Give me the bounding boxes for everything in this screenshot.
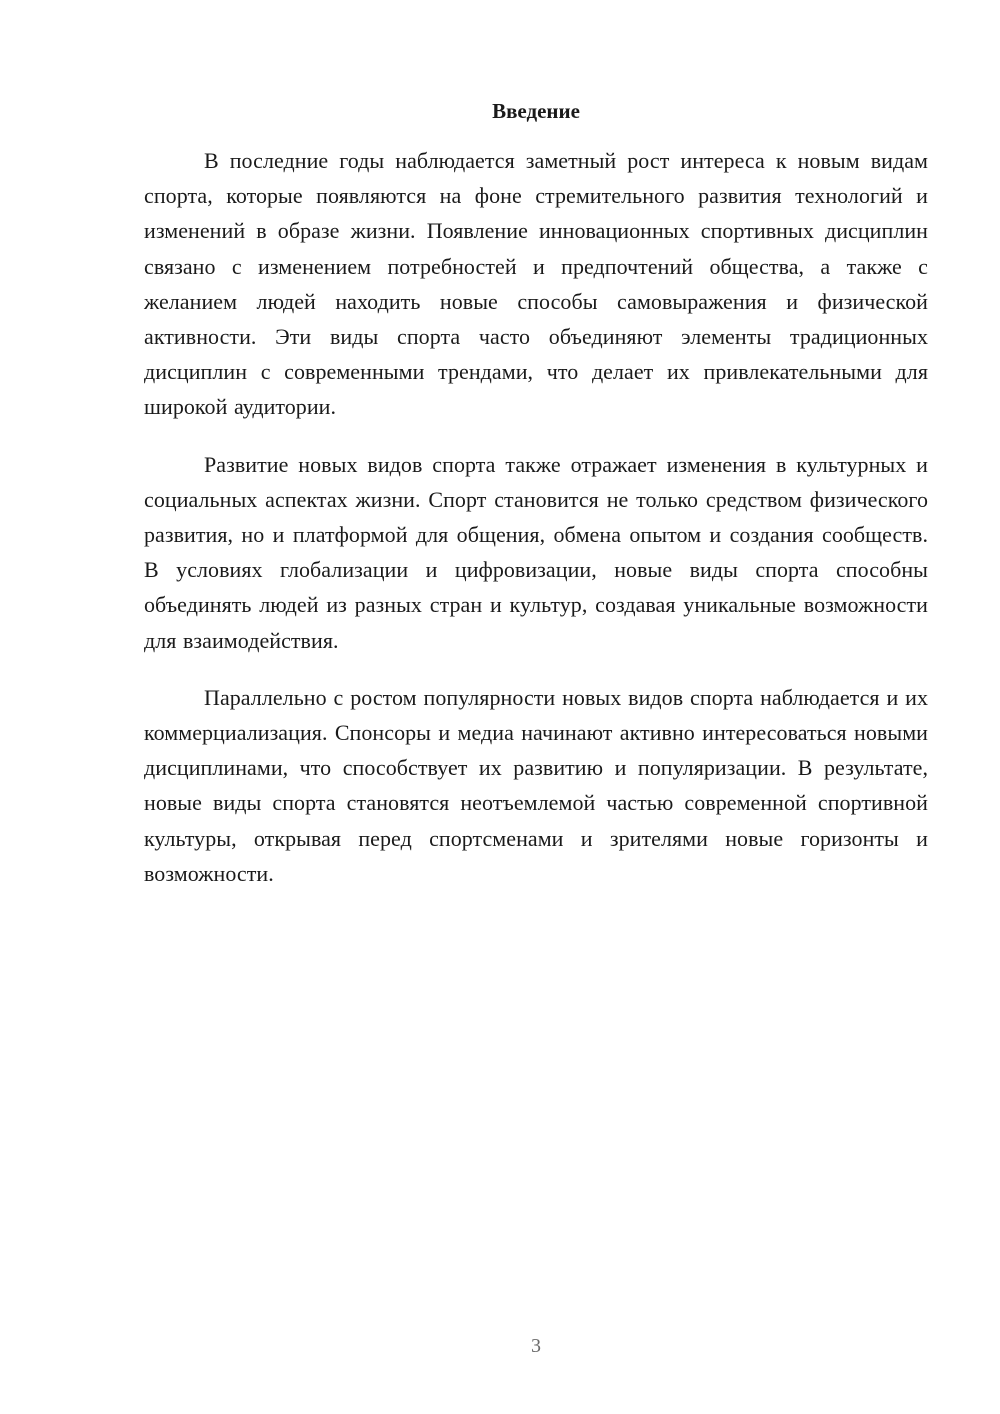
- paragraph-3: Параллельно с ростом популярности новых видов спорта наблюдается и их коммерциализация. Спонсоры и медиа начинают активно интересоваться новыми дисциплинами, что способствует их развитию и популяризации. В результате, новые виды спорта становятся неотъемлемой частью современной спортивной культуры, открывая перед спортсменами и зрителями новые горизонты и возможности.: [144, 684, 928, 886]
- section-title: Введение: [492, 99, 580, 123]
- paragraph-1: В последние годы наблюдается заметный рост интереса к новым видам спорта, которые появляются на фоне стремительного развития технологий и изменений в образе жизни. Появление инновационных спортивных дисциплин связано с изменением потребностей и предпочтений общества, а также с желанием людей находить новые способы самовыражения и физической активности. Эти виды спорта часто объединяют элементы традиционных дисциплин с современными трендами, что делает их привлекательными для широкой аудитории.: [144, 148, 928, 420]
- page-number: 3: [531, 1335, 541, 1357]
- paragraph-2: Развитие новых видов спорта также отражает изменения в культурных и социальных аспектах жизни. Спорт становится не только средством физического развития, но и платформой для общения, обмена опытом и создания сообществ. В условиях глобализации и цифровизации, новые виды спорта способны объединять людей из разных стран и культур, создавая уникальные возможности для взаимодействия.: [144, 451, 928, 653]
- page-content: [144, 96, 928, 913]
